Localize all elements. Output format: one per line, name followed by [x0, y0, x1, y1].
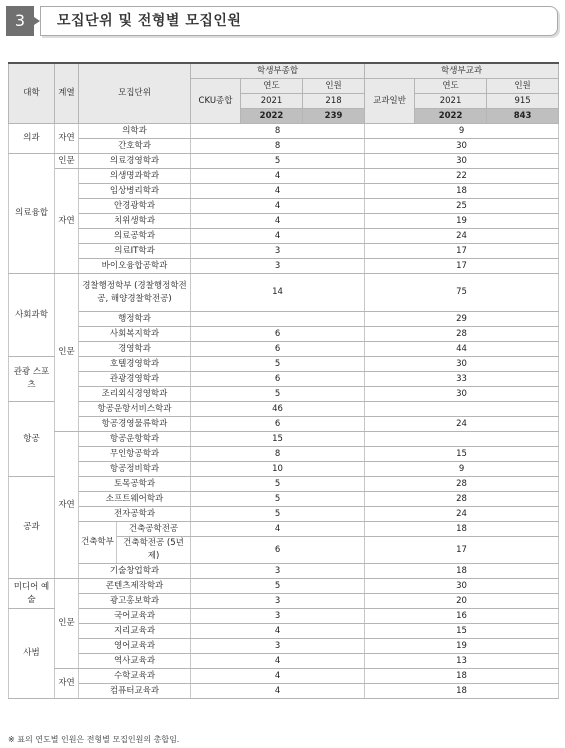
table-row: [9, 259, 559, 274]
group2-count-cell: 28: [365, 327, 559, 342]
group2-count-cell: 18: [365, 684, 559, 699]
group1-count-cell: 5: [191, 507, 365, 522]
table-row: [9, 274, 559, 312]
group2-count-cell: 18: [365, 184, 559, 199]
section-number: 3: [6, 6, 34, 36]
group2-count-cell: 17: [365, 259, 559, 274]
table-row: [9, 387, 559, 402]
table-row: [9, 244, 559, 259]
group1-count-cell: 4: [191, 214, 365, 229]
group2-year: 2022: [415, 109, 487, 124]
table-row: [9, 169, 559, 184]
group2-count-cell: 30: [365, 139, 559, 154]
group1-count-cell: 5: [191, 357, 365, 372]
table-row: [9, 342, 559, 357]
group2-count-cell: 30: [365, 357, 559, 372]
group1-count-cell: 6: [191, 417, 365, 432]
group2-year-label: 연도: [415, 79, 487, 94]
group2-count-cell: 30: [365, 387, 559, 402]
unit-cell: 광고홍보학과: [79, 594, 191, 609]
unit-cell: 기술창업학과: [79, 564, 191, 579]
group1-count-cell: 3: [191, 564, 365, 579]
table-row: [9, 214, 559, 229]
table-row: [9, 154, 559, 169]
unit-cell: 역사교육과: [79, 654, 191, 669]
group2-count-cell: 28: [365, 492, 559, 507]
group1-type: CKU종합: [191, 79, 241, 124]
group1-count-cell: 4: [191, 184, 365, 199]
group1-count-cell: 3: [191, 244, 365, 259]
table-row: [9, 184, 559, 199]
group2-count-cell: 9: [365, 124, 559, 139]
unit-cell: 영어교육과: [79, 639, 191, 654]
group2-prev-year: 2021: [415, 94, 487, 109]
table-row: [9, 447, 559, 462]
group2-count-cell: [365, 432, 559, 447]
group1-count-cell: 15: [191, 432, 365, 447]
group1-count-cell: 5: [191, 387, 365, 402]
unit-cell: 의생명과학과: [79, 169, 191, 184]
group2-prev-count: 915: [487, 94, 559, 109]
group1-count-cell: 5: [191, 492, 365, 507]
group1-count-cell: 4: [191, 169, 365, 184]
university-cell: 의료융합: [9, 154, 55, 274]
unit-cell: 임상병리학과: [79, 184, 191, 199]
group2-count-cell: 22: [365, 169, 559, 184]
table-row: [9, 477, 559, 492]
group2-count-cell: 30: [365, 154, 559, 169]
group2-label: 학생부교과: [365, 63, 559, 79]
group2-type: 교과일반: [365, 79, 415, 124]
group1-count-cell: 46: [191, 402, 365, 417]
unit-cell: 사회복지학과: [79, 327, 191, 342]
unit-cell: 관광경영학과: [79, 372, 191, 387]
unit-cell: 토목공학과: [79, 477, 191, 492]
group1-count-cell: 4: [191, 199, 365, 214]
group1-year: 2022: [241, 109, 303, 124]
group1-count-cell: 4: [191, 654, 365, 669]
group2-count-cell: 30: [365, 579, 559, 594]
table-row: [9, 579, 559, 594]
track-cell: 인문: [55, 274, 79, 432]
group1-count-cell: 3: [191, 594, 365, 609]
group2-count-cell: 75: [365, 274, 559, 312]
group1-prev-count: 218: [303, 94, 365, 109]
table-row: [9, 229, 559, 244]
unit-cell: 항공운항서비스학과: [79, 402, 191, 417]
table-row: [9, 594, 559, 609]
table-row: [9, 402, 559, 417]
university-cell: 의과: [9, 124, 55, 154]
group1-count-cell: 10: [191, 462, 365, 477]
unit-cell: 국어교육과: [79, 609, 191, 624]
group1-label: 학생부종합: [191, 63, 365, 79]
table-row: [9, 492, 559, 507]
group1-count-cell: 6: [191, 537, 365, 564]
group2-count-cell: 17: [365, 537, 559, 564]
unit-cell: 지리교육과: [79, 624, 191, 639]
track-cell: 자연: [55, 432, 79, 579]
group1-count-cell: 8: [191, 124, 365, 139]
group2-count-cell: 29: [365, 312, 559, 327]
unit-cell: 의학과: [79, 124, 191, 139]
group1-count-cell: 3: [191, 259, 365, 274]
group2-count-cell: 15: [365, 624, 559, 639]
university-cell: 미디어 예술: [9, 579, 55, 609]
group1-count-cell: 6: [191, 342, 365, 357]
group1-count-cell: 3: [191, 639, 365, 654]
table-row: [9, 684, 559, 699]
unit-cell: 행정학과: [79, 312, 191, 327]
group1-year-label: 연도: [241, 79, 303, 94]
group2-count-cell: [365, 402, 559, 417]
unit-cell: 의료공학과: [79, 229, 191, 244]
group1-count-cell: [191, 312, 365, 327]
table-row: [9, 199, 559, 214]
table-row: [9, 417, 559, 432]
recruitment-table: [8, 62, 559, 699]
section-header: [6, 6, 558, 36]
table-row: [9, 564, 559, 579]
table-row: [9, 507, 559, 522]
table-row: [9, 432, 559, 447]
university-cell: 사범: [9, 609, 55, 699]
group1-count-cell: 4: [191, 684, 365, 699]
table-row: [9, 654, 559, 669]
unit-cell: 의료경영학과: [79, 154, 191, 169]
table-row: [9, 624, 559, 639]
group2-count-cell: 20: [365, 594, 559, 609]
unit-cell: 조리외식경영학과: [79, 387, 191, 402]
footnote: ※ 표의 연도별 인원은 전형별 모집인원의 총합임.: [8, 735, 180, 744]
group2-count-cell: 19: [365, 214, 559, 229]
section-title-box: [40, 6, 558, 36]
group2-count-cell: 9: [365, 462, 559, 477]
university-cell: 관광 스포츠: [9, 357, 55, 402]
group1-count-cell: 5: [191, 579, 365, 594]
table-row: [9, 124, 559, 139]
unit-cell: 수학교육과: [79, 669, 191, 684]
unit-cell: 컴퓨터교육과: [79, 684, 191, 699]
group2-count-cell: 24: [365, 417, 559, 432]
unit-cell: 의료IT학과: [79, 244, 191, 259]
table-row: [9, 372, 559, 387]
col-university: 대학: [9, 63, 55, 124]
table-row: [9, 357, 559, 372]
table-row: [9, 139, 559, 154]
group1-count-cell: 3: [191, 609, 365, 624]
unit-cell: 호텔경영학과: [79, 357, 191, 372]
track-cell: 자연: [55, 669, 79, 699]
track-cell: 자연: [55, 124, 79, 154]
group1-count-cell: 5: [191, 154, 365, 169]
group2-count-cell: 16: [365, 609, 559, 624]
table-body: [9, 124, 559, 699]
group2-count-cell: 25: [365, 199, 559, 214]
group1-count-cell: 4: [191, 522, 365, 537]
unit-cell: 전자공학과: [79, 507, 191, 522]
group1-count-cell: 8: [191, 139, 365, 154]
group1-count-cell: 4: [191, 624, 365, 639]
group2-count-cell: 18: [365, 522, 559, 537]
track-cell: 자연: [55, 169, 79, 274]
group2-count-cell: 13: [365, 654, 559, 669]
group2-total: 843: [487, 109, 559, 124]
unit-cell: 소프트웨어학과: [79, 492, 191, 507]
subgroup-cell: 건축학부: [79, 522, 117, 564]
col-unit: 모집단위: [79, 63, 191, 124]
unit-cell: 건축학전공 (5년제): [117, 537, 191, 564]
group2-count-label: 인원: [487, 79, 559, 94]
col-track: 계열: [55, 63, 79, 124]
group1-prev-year: 2021: [241, 94, 303, 109]
unit-cell: 경영학과: [79, 342, 191, 357]
group1-count-cell: 4: [191, 229, 365, 244]
university-cell: 사회과학: [9, 274, 55, 357]
track-cell: 인문: [55, 154, 79, 169]
unit-cell: 항공운항학과: [79, 432, 191, 447]
group1-count-cell: 6: [191, 372, 365, 387]
table-row: [9, 609, 559, 624]
section-title: 모집단위 및 전형별 모집인원: [57, 13, 242, 29]
group1-count-label: 인원: [303, 79, 365, 94]
track-cell: 인문: [55, 579, 79, 669]
group1-count-cell: 5: [191, 477, 365, 492]
table-row: [9, 312, 559, 327]
group2-count-cell: 24: [365, 507, 559, 522]
university-cell: 공과: [9, 477, 55, 579]
university-cell: 항공: [9, 402, 55, 477]
unit-cell: 항공경영물류학과: [79, 417, 191, 432]
unit-cell: 안경광학과: [79, 199, 191, 214]
group1-count-cell: 6: [191, 327, 365, 342]
group1-count-cell: 8: [191, 447, 365, 462]
unit-cell: 건축공학전공: [117, 522, 191, 537]
unit-cell: 바이오융합공학과: [79, 259, 191, 274]
group1-count-cell: 4: [191, 669, 365, 684]
group2-count-cell: 28: [365, 477, 559, 492]
group2-count-cell: 15: [365, 447, 559, 462]
unit-cell: 콘텐츠제작학과: [79, 579, 191, 594]
group2-count-cell: 17: [365, 244, 559, 259]
group2-count-cell: 44: [365, 342, 559, 357]
table-row: [9, 639, 559, 654]
unit-cell: 경찰행정학부 (경찰행정학전공, 해양경찰학전공): [79, 274, 191, 312]
group2-count-cell: 33: [365, 372, 559, 387]
table-row: [9, 522, 559, 537]
group1-total: 239: [303, 109, 365, 124]
unit-cell: 무인항공학과: [79, 447, 191, 462]
unit-cell: 항공정비학과: [79, 462, 191, 477]
unit-cell: 치위생학과: [79, 214, 191, 229]
group2-count-cell: 24: [365, 229, 559, 244]
table-row: [9, 327, 559, 342]
group2-count-cell: 19: [365, 639, 559, 654]
table-row: [9, 669, 559, 684]
group2-count-cell: 18: [365, 564, 559, 579]
table-row: [9, 462, 559, 477]
group2-count-cell: 18: [365, 669, 559, 684]
unit-cell: 간호학과: [79, 139, 191, 154]
group1-count-cell: 14: [191, 274, 365, 312]
